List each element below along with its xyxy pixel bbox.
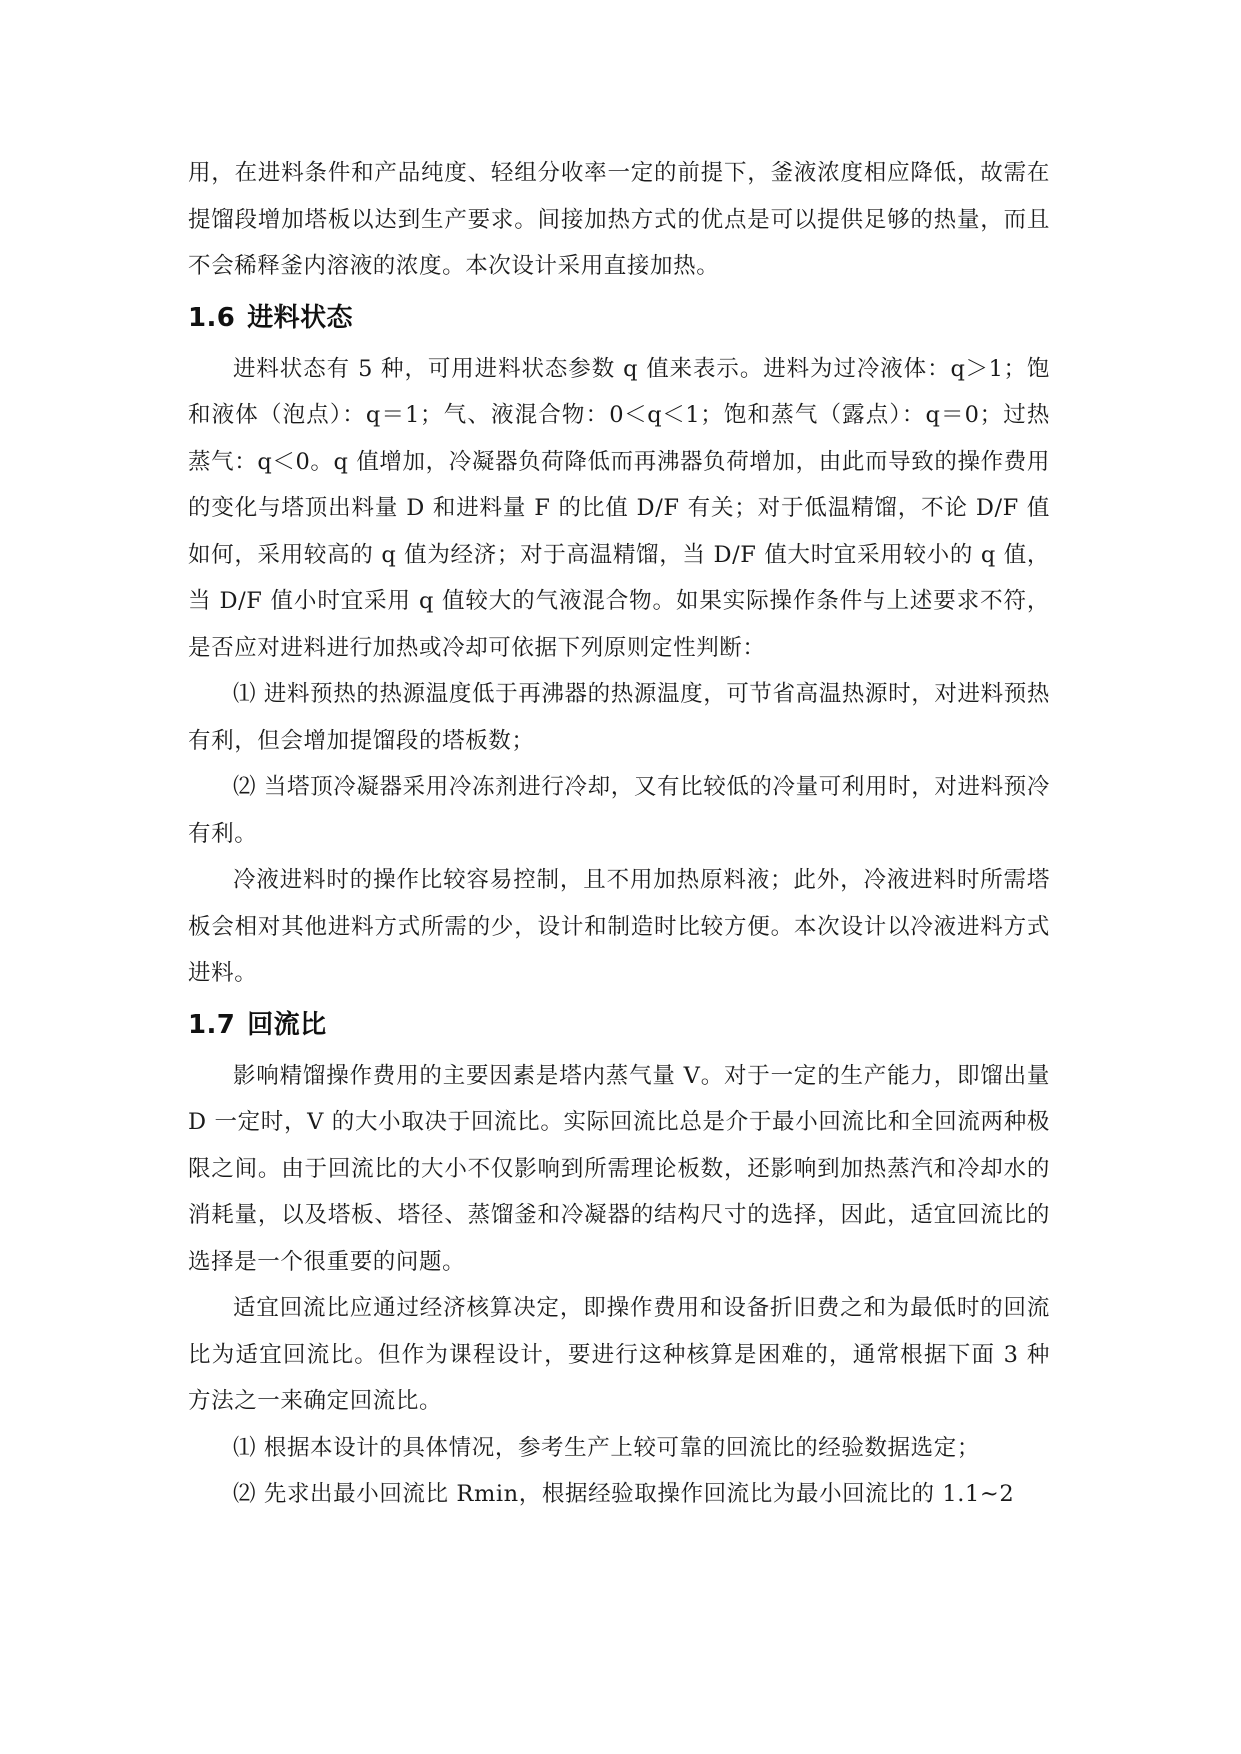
- section-title: 进料状态: [247, 302, 353, 333]
- paragraph-cold-feed: 冷液进料时的操作比较容易控制，且不用加热原料液；此外，冷液进料时所需塔板会相对其他进料方式所需的少，设计和制造时比较方便。本次设计以冷液进料方式进料。: [188, 867, 1050, 986]
- paragraph-reflux-influence: 影响精馏操作费用的主要因素是塔内蒸气量 V。对于一定的生产能力，即馏出量 D 一定时，V 的大小取决于回流比。实际回流比总是介于最小回流比和全回流两种极限之间。由于回流比的大小不仅影响到所需理论板数，还影响到加热蒸汽和冷却水的消耗量，以及塔板、塔径、蒸馏釜和冷凝器的结构尺寸的选择，因此，适宜回流比的选择是一个很重要的问题。: [188, 1062, 1050, 1275]
- section-number: 1.7: [188, 1009, 236, 1040]
- section-number: 1.6: [188, 302, 236, 333]
- paragraph-reflux-economic: 适宜回流比应通过经济核算决定，即操作费用和设备折旧费之和为最低时的回流比为适宜回流比。但作为课程设计，要进行这种核算是困难的，通常根据下面 3 种方法之一来确定回流比。: [188, 1295, 1050, 1414]
- list-item-preheat: ⑴ 进料预热的热源温度低于再沸器的热源温度，可节省高温热源时，对进料预热有利，但会增加提馏段的塔板数；: [188, 681, 1050, 754]
- section-heading-1-6: [188, 290, 1050, 346]
- section-title: 回流比: [247, 1009, 327, 1040]
- paragraph-feed-conditions: 进料状态有 5 种，可用进料状态参数 q 值来表示。进料为过冷液体：q＞1；饱和液体（泡点）：q＝1；气、液混合物：0＜q＜1；饱和蒸气（露点）：q＝0；过热蒸气：q＜0。q 值增加，冷凝器负荷降低而再沸器负荷增加，由此而导致的操作费用的变化与塔顶出料量 D 和进料量 F 的比值 D/F 有关；对于低温精馏，不论 D/F 值如何，采用较高的 q 值为经济；对于高温精馏，当 D/F 值大时宜采用较小的 q 值，当 D/F 值小时宜采用 q 值较大的气液混合物。如果实际操作条件与上述要求不符，是否应对进料进行加热或冷却可依据下列原则定性判断：: [188, 355, 1050, 661]
- document-page: [188, 150, 1050, 1518]
- section-heading-1-7: [188, 997, 1050, 1053]
- list-item-method-2: ⑵ 先求出最小回流比 Rmin，根据经验取操作回流比为最小回流比的 1.1~2: [233, 1481, 1015, 1507]
- list-item-precool: ⑵ 当塔顶冷凝器采用冷冻剂进行冷却，又有比较低的冷量可利用时，对进料预冷有利。: [188, 774, 1050, 847]
- continued-paragraph: 用，在进料条件和产品纯度、轻组分收率一定的前提下，釜液浓度相应降低，故需在提馏段增加塔板以达到生产要求。间接加热方式的优点是可以提供足够的热量，而且不会稀释釜内溶液的浓度。本次设计采用直接加热。: [188, 160, 1050, 279]
- list-item-method-1: ⑴ 根据本设计的具体情况，参考生产上较可靠的回流比的经验数据选定；: [233, 1434, 980, 1461]
